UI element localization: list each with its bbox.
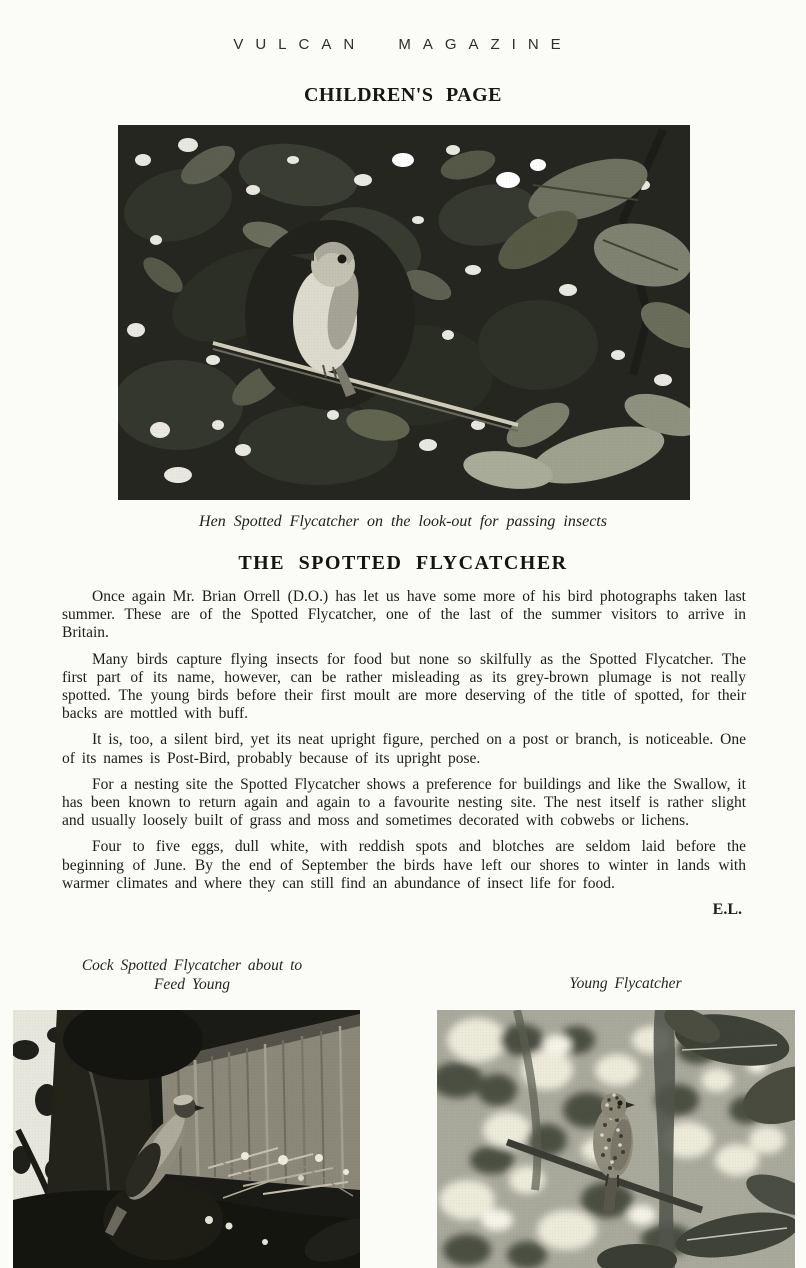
article-paragraph: Four to five eggs, dull white, with reddish spots and blotches are seldom laid before the beginning of June. By the end of September the birds have left our shores to winter in lands with warmer climates and where they can still find an abundance of insect life for food.: [62, 838, 746, 892]
masthead-title: VULCAN MAGAZINE: [233, 36, 573, 53]
young-figure-caption: Young Flycatcher: [569, 975, 682, 992]
cock-flycatcher-photo: [13, 1010, 360, 1268]
cock-flycatcher-figure: [13, 1010, 360, 1268]
article-paragraph: It is, too, a silent bird, yet its neat upright figure, perched on a post or branch, is noticeable. One of its names is Post-Bird, probably because of its upright pose.: [62, 731, 746, 767]
article-body: [62, 588, 746, 919]
author-initials: E.L.: [712, 901, 742, 919]
hen-flycatcher-photo: [118, 125, 690, 500]
cock-figure-caption: [40, 956, 344, 994]
hen-figure-caption: Hen Spotted Flycatcher on the look-out for passing insects: [199, 513, 607, 530]
article-paragraph: For a nesting site the Spotted Flycatcher shows a preference for buildings and like the Swallow, it has been known to return again and again to a favourite nesting site. The nest itself is rather slight and usually loosely built of grass and moss and sometimes decorated with cobwebs or lichens.: [62, 775, 746, 830]
article-paragraph: Many birds capture flying insects for food but none so skilfully as the Spotted Flycatcher. The first part of its name, however, can be rather misleading as its grey-brown plumage is not really spotted. The young birds before their first moult are more deserving of the title of spotted, for their backs are mottled with buff.: [62, 650, 746, 723]
cock-caption-line2: Feed Young: [153, 976, 231, 993]
cock-caption-line1: Cock Spotted Flycatcher about to: [81, 957, 303, 974]
section-title: CHILDREN'S PAGE: [303, 84, 503, 106]
young-flycatcher-photo: [437, 1010, 795, 1268]
article-title: THE SPOTTED FLYCATCHER: [238, 552, 568, 574]
article-paragraph: Once again Mr. Brian Orrell (D.O.) has let us have some more of his bird photographs taken last summer. These are of the Spotted Flycatcher, one of the last of the summer visitors to arrive in Britain.: [62, 588, 746, 642]
hen-flycatcher-figure: [118, 125, 690, 500]
young-flycatcher-figure: [437, 1010, 795, 1268]
